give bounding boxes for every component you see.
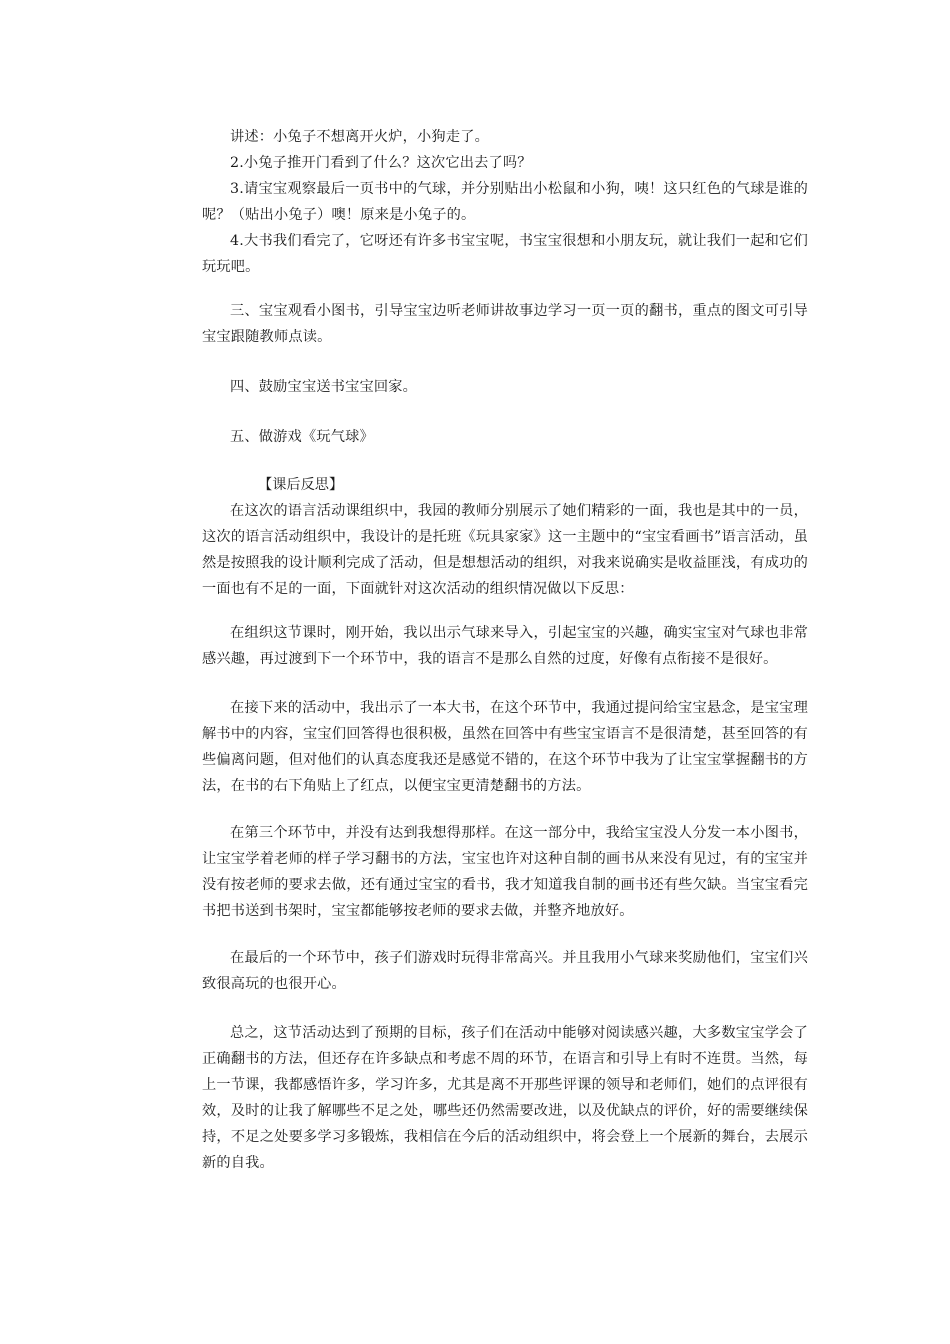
paragraph-reflection-summary: 总之，这节活动达到了预期的目标，孩子们在活动中能够对阅读感兴趣，大多数宝宝学会了正确翻书的方法，但还存在许多缺点和考虑不周的环节，在语言和引导上有时不连贯。当然，每上一节课，我都感悟许多，学习许多，尤其是离不开那些评课的领导和老师们，她们的点评很有效，及时的让我了解哪些不足之处，哪些还仍然需要改进，以及优缺点的评价，好的需要继续保持，不足之处要多学习多锻炼，我相信在今后的活动组织中，将会登上一个展新的舞台，去展示新的自我。 — [202, 1025, 808, 1171]
paragraph-question-4: 4.大书我们看完了，它呀还有许多书宝宝呢，书宝宝很想和小朋友玩，就让我们一起和它们玩玩吧。 — [202, 233, 808, 275]
paragraph-step-3: 三、宝宝观看小图书，引导宝宝边听老师讲故事边学习一页一页的翻书，重点的图文可引导宝宝跟随教师点读。 — [202, 303, 808, 345]
paragraph-reflection-2: 在接下来的活动中，我出示了一本大书，在这个环节中，我通过提问给宝宝悬念，是宝宝理解书中的内容，宝宝们回答得也很积极，虽然在回答中有些宝宝语言不是很清楚，甚至回答的有些偏离问题，但对他们的认真态度我还是感觉不错的，在这个环节中我为了让宝宝掌握翻书的方法，在书的右下角贴上了红点，以便宝宝更清楚翻书的方法。 — [202, 700, 808, 794]
paragraph-narration: 讲述：小兔子不想离开火炉，小狗走了。 — [230, 129, 489, 145]
paragraph-reflection-1: 在组织这节课时，刚开始，我以出示气球来导入，引起宝宝的兴趣，确实宝宝对气球也非常感兴趣，再过渡到下一个环节中，我的语言不是那么自然的过度，好像有点衔接不是很好。 — [202, 625, 808, 667]
paragraph-step-5: 五、做游戏《玩气球》 — [230, 429, 374, 445]
paragraph-reflection-intro: 在这次的语言活动课组织中，我园的教师分别展示了她们精彩的一面，我也是其中的一员，这次的语言活动组织中，我设计的是托班《玩具家家》这一主题中的“宝宝看画书”语言活动，虽然是按照我的设计顺利完成了活动，但是想想活动的组织，对我来说确实是收益匪浅，有成功的一面也有不足的一面，下面就针对这次活动的组织情况做以下反思： — [202, 503, 808, 597]
paragraph-question-3: 3.请宝宝观察最后一页书中的气球，并分别贴出小松鼠和小狗，咦！这只红色的气球是谁的呢？（贴出小兔子）噢！原来是小兔子的。 — [202, 181, 808, 223]
paragraph-reflection-4: 在最后的一个环节中，孩子们游戏时玩得非常高兴。并且我用小气球来奖励他们，宝宝们兴致很高玩的也很开心。 — [202, 950, 808, 992]
paragraph-question-2: 2.小兔子推开门看到了什么？这次它出去了吗？ — [230, 155, 532, 171]
paragraph-step-4: 四、鼓励宝宝送书宝宝回家。 — [230, 379, 418, 395]
reflection-heading: 【课后反思】 — [258, 477, 344, 493]
paragraph-reflection-3: 在第三个环节中，并没有达到我想得那样。在这一部分中，我给宝宝没人分发一本小图书，让宝宝学着老师的样子学习翻书的方法，宝宝也许对这种自制的画书从来没有见过，有的宝宝并没有按老师的要求去做，还有通过宝宝的看书，我才知道我自制的画书还有些欠缺。当宝宝看完书把书送到书架时，宝宝都能够按老师的要求去做，并整齐地放好。 — [202, 825, 808, 919]
